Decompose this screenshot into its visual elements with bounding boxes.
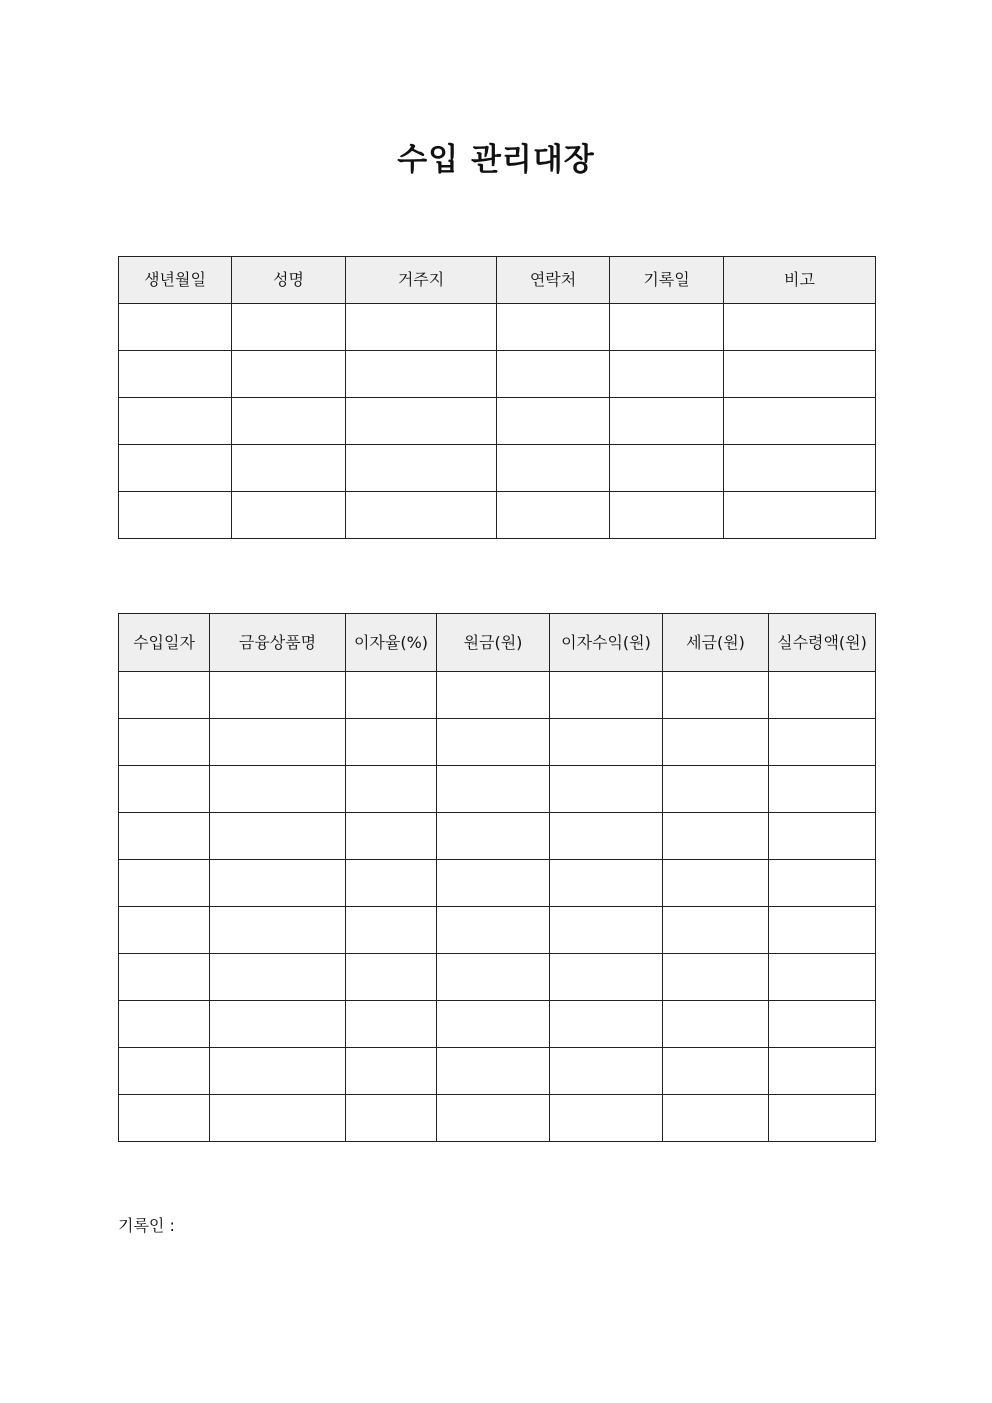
header-interest-income: 이자수익(원) xyxy=(550,614,663,672)
header-principal: 원금(원) xyxy=(437,614,550,672)
table-cell xyxy=(610,351,724,398)
table-cell xyxy=(550,860,663,907)
table-cell xyxy=(663,860,769,907)
table-row xyxy=(119,1095,876,1142)
table-cell xyxy=(724,304,876,351)
table-cell xyxy=(119,1095,210,1142)
table-cell xyxy=(497,492,610,539)
table-cell xyxy=(610,304,724,351)
table-cell xyxy=(497,351,610,398)
table-cell xyxy=(769,907,876,954)
table-cell xyxy=(437,1048,550,1095)
table-cell xyxy=(346,907,437,954)
table-cell xyxy=(724,351,876,398)
table-cell xyxy=(119,492,232,539)
header-address: 거주지 xyxy=(346,257,497,304)
table-row xyxy=(119,351,876,398)
table-cell xyxy=(769,766,876,813)
table-cell xyxy=(232,304,346,351)
table-cell xyxy=(346,351,497,398)
table-cell xyxy=(769,672,876,719)
table-row xyxy=(119,719,876,766)
table-cell xyxy=(550,719,663,766)
table-cell xyxy=(210,860,346,907)
table-cell xyxy=(346,492,497,539)
table-cell xyxy=(550,1001,663,1048)
table-cell xyxy=(663,1095,769,1142)
table-cell xyxy=(232,398,346,445)
table-cell xyxy=(724,492,876,539)
table-cell xyxy=(346,813,437,860)
table-cell xyxy=(210,1095,346,1142)
table-cell xyxy=(550,1048,663,1095)
table-cell xyxy=(550,813,663,860)
table-cell xyxy=(610,492,724,539)
table-cell xyxy=(550,1095,663,1142)
table-cell xyxy=(769,1001,876,1048)
table-cell xyxy=(724,445,876,492)
header-birthdate: 생년월일 xyxy=(119,257,232,304)
table-cell xyxy=(119,445,232,492)
table-cell xyxy=(210,907,346,954)
header-interest-rate: 이자율(%) xyxy=(346,614,437,672)
table-row xyxy=(119,398,876,445)
table-row xyxy=(119,907,876,954)
table-row xyxy=(119,304,876,351)
table-cell xyxy=(663,1048,769,1095)
table-cell xyxy=(663,813,769,860)
personal-info-table xyxy=(118,256,876,539)
table-cell xyxy=(346,1095,437,1142)
personal-table-body xyxy=(119,304,876,539)
header-tax: 세금(원) xyxy=(663,614,769,672)
table-cell xyxy=(769,954,876,1001)
table-cell xyxy=(550,766,663,813)
table-cell xyxy=(119,860,210,907)
table-cell xyxy=(663,907,769,954)
table-cell xyxy=(769,719,876,766)
table-cell xyxy=(663,954,769,1001)
header-contact: 연락처 xyxy=(497,257,610,304)
table-cell xyxy=(769,1048,876,1095)
table-cell xyxy=(550,672,663,719)
table-cell xyxy=(769,813,876,860)
table-cell xyxy=(210,1048,346,1095)
table-cell xyxy=(346,398,497,445)
table-cell xyxy=(550,907,663,954)
table-cell xyxy=(119,351,232,398)
table-cell xyxy=(346,445,497,492)
table-cell xyxy=(437,1095,550,1142)
table-cell xyxy=(232,351,346,398)
table-cell xyxy=(119,813,210,860)
table-row xyxy=(119,492,876,539)
table-cell xyxy=(119,719,210,766)
table-cell xyxy=(210,813,346,860)
header-note: 비고 xyxy=(724,257,876,304)
table-cell xyxy=(437,766,550,813)
table-cell xyxy=(497,304,610,351)
table-row xyxy=(119,813,876,860)
table-cell xyxy=(210,672,346,719)
table-cell xyxy=(437,719,550,766)
header-name: 성명 xyxy=(232,257,346,304)
table-cell xyxy=(663,672,769,719)
table-cell xyxy=(497,445,610,492)
table-cell xyxy=(437,1001,550,1048)
header-product-name: 금융상품명 xyxy=(210,614,346,672)
table-cell xyxy=(346,304,497,351)
header-record-date: 기록일 xyxy=(610,257,724,304)
table-cell xyxy=(346,1048,437,1095)
table-cell xyxy=(346,719,437,766)
table-cell xyxy=(119,954,210,1001)
header-net-amount: 실수령액(원) xyxy=(769,614,876,672)
table-cell xyxy=(769,1095,876,1142)
table-cell xyxy=(663,1001,769,1048)
table-row xyxy=(119,1001,876,1048)
table-cell xyxy=(119,907,210,954)
income-table xyxy=(118,613,876,1142)
table-cell xyxy=(663,766,769,813)
table-cell xyxy=(210,719,346,766)
income-table-body xyxy=(119,672,876,1142)
table-cell xyxy=(119,766,210,813)
table-cell xyxy=(346,766,437,813)
table-cell xyxy=(437,813,550,860)
table-row xyxy=(119,445,876,492)
table-cell xyxy=(437,860,550,907)
table-cell xyxy=(119,672,210,719)
table-cell xyxy=(210,766,346,813)
table-cell xyxy=(769,860,876,907)
table-header-row xyxy=(119,257,876,304)
header-income-date: 수입일자 xyxy=(119,614,210,672)
table-row xyxy=(119,954,876,1001)
table-cell xyxy=(210,1001,346,1048)
table-cell xyxy=(550,954,663,1001)
table-cell xyxy=(119,1048,210,1095)
table-cell xyxy=(346,860,437,907)
table-cell xyxy=(232,492,346,539)
table-cell xyxy=(346,672,437,719)
table-cell xyxy=(610,445,724,492)
table-cell xyxy=(437,954,550,1001)
table-cell xyxy=(497,398,610,445)
table-cell xyxy=(437,672,550,719)
page-title: 수입 관리대장 xyxy=(397,142,595,178)
table-header-row xyxy=(119,614,876,672)
table-cell xyxy=(119,1001,210,1048)
table-cell xyxy=(346,954,437,1001)
table-cell xyxy=(119,304,232,351)
table-cell xyxy=(724,398,876,445)
recorder-label: 기록인 : xyxy=(118,1216,175,1235)
table-row xyxy=(119,672,876,719)
table-row xyxy=(119,1048,876,1095)
table-row xyxy=(119,860,876,907)
table-cell xyxy=(610,398,724,445)
table-cell xyxy=(232,445,346,492)
table-row xyxy=(119,766,876,813)
table-cell xyxy=(663,719,769,766)
table-cell xyxy=(346,1001,437,1048)
table-cell xyxy=(119,398,232,445)
table-cell xyxy=(210,954,346,1001)
table-cell xyxy=(437,907,550,954)
